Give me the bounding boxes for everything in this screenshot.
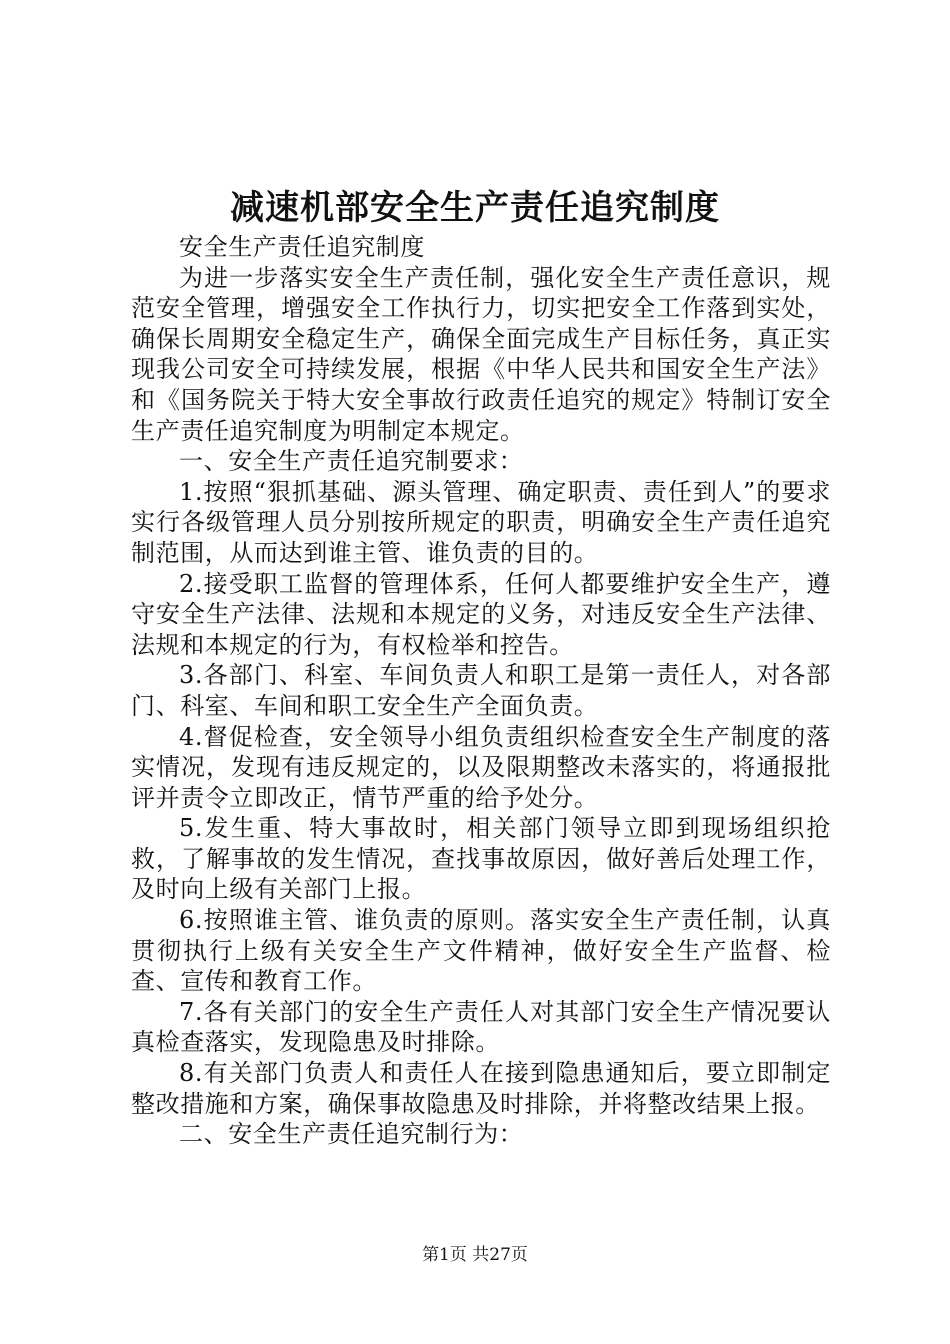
paragraph-item-3: 3.各部门、科室、车间负责人和职工是第一责任人，对各部门、科室、车间和职工安全生产全面负责。 (131, 661, 831, 720)
paragraph-item-5: 5.发生重、特大事故时，相关部门领导立即到现场组织抢救，了解事故的发生情况，查找事故原因，做好善后处理工作，及时向上级有关部门上报。 (131, 814, 831, 904)
page-number-footer: 第1页 共27页 (422, 1245, 528, 1265)
paragraph-intro: 为进一步落实安全生产责任制，强化安全生产责任意识，规范安全管理，增强安全工作执行力，切实把安全工作落到实处，确保长周期安全稳定生产，确保全面完成生产目标任务，真正实现我公司安全可持续发展，根据《中华人民共和国安全生产法》和《国务院关于特大安全事故行政责任追究的规定》特制订安全生产责任追究制度为明制定本规定。 (131, 263, 831, 445)
paragraph-item-7: 7.各有关部门的安全生产责任人对其部门安全生产情况要认真检查落实，发现隐患及时排除。 (131, 997, 831, 1057)
paragraph-item-8: 8.有关部门负责人和责任人在接到隐患通知后，要立即制定整改措施和方案，确保事故隐患及时排除，并将整改结果上报。 (131, 1059, 831, 1118)
section-heading-1: 一、安全生产责任追究制要求： (179, 447, 524, 476)
paragraph-subtitle: 安全生产责任追究制度 (179, 233, 425, 261)
paragraph-item-4: 4.督促检查，安全领导小组负责组织检查安全生产制度的落实情况，发现有违反规定的，以及限期整改未落实的，将通报批评并责令立即改正，情节严重的给予处分。 (131, 722, 831, 812)
paragraph-item-2: 2.接受职工监督的管理体系，任何人都要维护安全生产，遵守安全生产法律、法规和本规定的义务，对违反安全生产法律、法规和本规定的行为，有权检举和控告。 (131, 569, 831, 659)
document-body (131, 232, 831, 1150)
document-title: 减速机部安全生产责任追究制度 (230, 188, 720, 228)
paragraph-item-1: 1.按照“狠抓基础、源头管理、确定职责、责任到人”的要求实行各级管理人员分别按所规定的职责，明确安全生产责任追究制范围，从而达到谁主管、谁负责的目的。 (131, 477, 831, 567)
section-heading-2: 二、安全生产责任追究制行为： (179, 1120, 524, 1149)
paragraph-item-6: 6.按照谁主管、谁负责的原则。落实安全生产责任制，认真贯彻执行上级有关安全生产文件精神，做好安全生产监督、检查、宣传和教育工作。 (131, 906, 831, 996)
